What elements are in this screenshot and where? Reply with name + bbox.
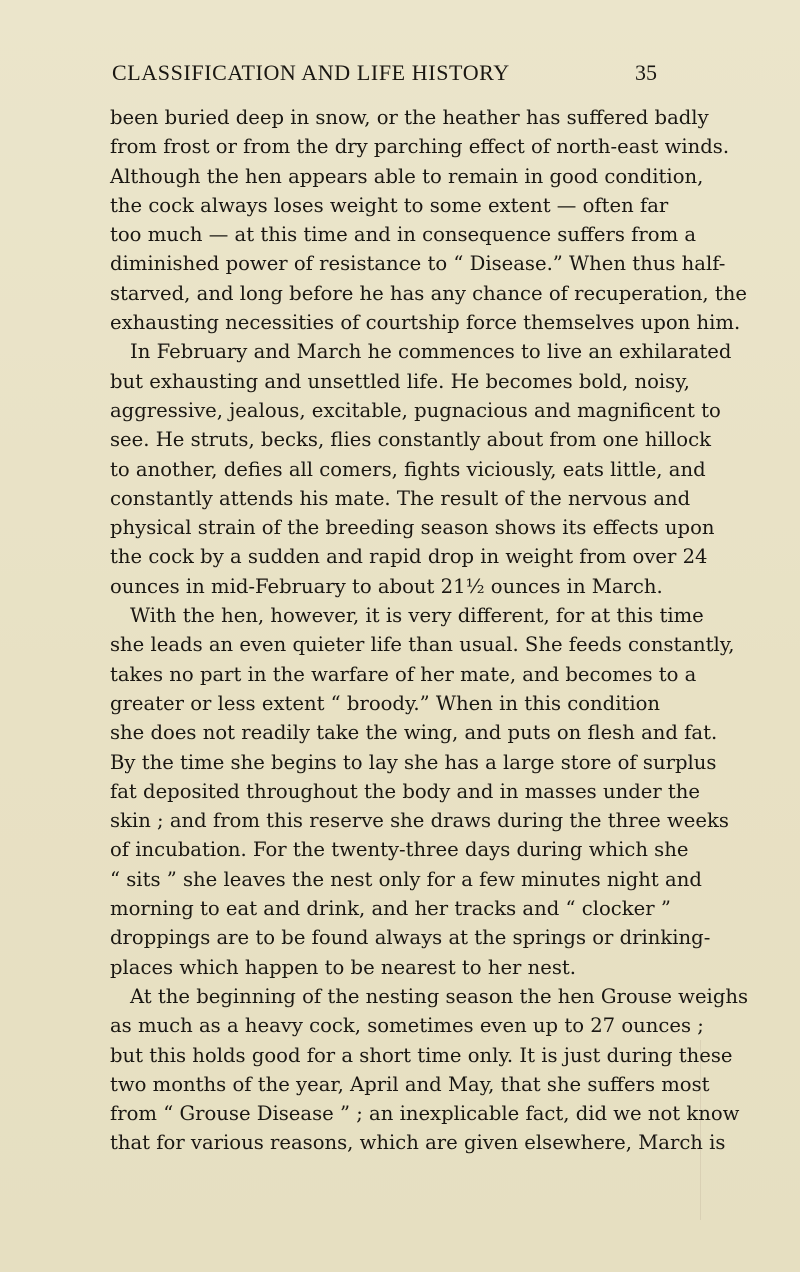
scan-crease bbox=[700, 1040, 701, 1220]
text-line: the cock always loses weight to some extent — often far bbox=[110, 193, 669, 217]
text-line: At the beginning of the nesting season the hen Grouse weighs bbox=[130, 984, 749, 1008]
text-line: two months of the year, April and May, that she suffers most bbox=[110, 1072, 710, 1096]
text-line: places which happen to be nearest to her nest. bbox=[110, 955, 577, 979]
text-line: been buried deep in snow, or the heather has suffered badly bbox=[110, 106, 709, 129]
text-line: In February and March he commences to live an exhilarated bbox=[130, 340, 732, 364]
text-line: but this holds good for a short time only. It is just during these bbox=[110, 1043, 733, 1067]
text-line: the cock by a sudden and rapid drop in weight from over 24 bbox=[110, 545, 708, 569]
text-line: constantly attends his mate. The result of the nervous and bbox=[110, 486, 691, 510]
text-line: she leads an even quieter life than usual. She feeds constantly, bbox=[110, 633, 735, 657]
text-line: as much as a heavy cock, sometimes even up to 27 ounces ; bbox=[110, 1014, 704, 1038]
text-line: droppings are to be found always at the springs or drinking- bbox=[110, 926, 711, 950]
text-line: see. He struts, becks, flies constantly about from one hillock bbox=[110, 428, 711, 452]
page-header bbox=[112, 60, 657, 92]
text-line: With the hen, however, it is very different, for at this time bbox=[130, 604, 704, 628]
text-line: Although the hen appears able to remain in good condition, bbox=[110, 164, 704, 188]
text-line: starved, and long before he has any chance of recuperation, the bbox=[110, 281, 747, 305]
text-line: aggressive, jealous, excitable, pugnacious and magnificent to bbox=[110, 398, 721, 422]
text-line: diminished power of resistance to “ Disease.” When thus half- bbox=[110, 252, 726, 276]
text-line: to another, defies all comers, fights viciously, eats little, and bbox=[110, 457, 706, 481]
text-line: but exhausting and unsettled life. He becomes bold, noisy, bbox=[110, 369, 690, 393]
text-line: exhausting necessities of courtship force themselves upon him. bbox=[110, 311, 741, 335]
text-line: from frost or from the dry parching effect of north-east winds. bbox=[110, 135, 730, 159]
text-line: skin ; and from this reserve she draws during the three weeks bbox=[110, 809, 729, 833]
text-line: morning to eat and drink, and her tracks and “ clocker ” bbox=[110, 897, 671, 921]
text-line: of incubation. For the twenty-three days during which she bbox=[110, 838, 689, 862]
text-line: from “ Grouse Disease ” ; an inexplicable fact, did we not know bbox=[110, 1102, 740, 1126]
running-head: CLASSIFICATION AND LIFE HISTORY bbox=[112, 60, 510, 85]
text-line: she does not readily take the wing, and puts on flesh and fat. bbox=[110, 721, 718, 745]
text-line: takes no part in the warfare of her mate, and becomes to a bbox=[110, 662, 697, 686]
text-line: that for various reasons, which are given elsewhere, March is bbox=[110, 1131, 726, 1155]
text-line: greater or less extent “ broody.” When in this condition bbox=[110, 691, 661, 715]
body-text bbox=[110, 103, 749, 1158]
text-line: “ sits ” she leaves the nest only for a few minutes night and bbox=[110, 867, 702, 891]
text-line: By the time she begins to lay she has a large store of surplus bbox=[110, 750, 717, 774]
text-line: fat deposited throughout the body and in masses under the bbox=[110, 779, 701, 803]
text-line: physical strain of the breeding season shows its effects upon bbox=[110, 516, 715, 540]
text-line: too much — at this time and in consequence suffers from a bbox=[110, 223, 697, 247]
text-line: ounces in mid-February to about 21½ ounces in March. bbox=[110, 574, 663, 598]
page-number: 35 bbox=[635, 60, 657, 85]
